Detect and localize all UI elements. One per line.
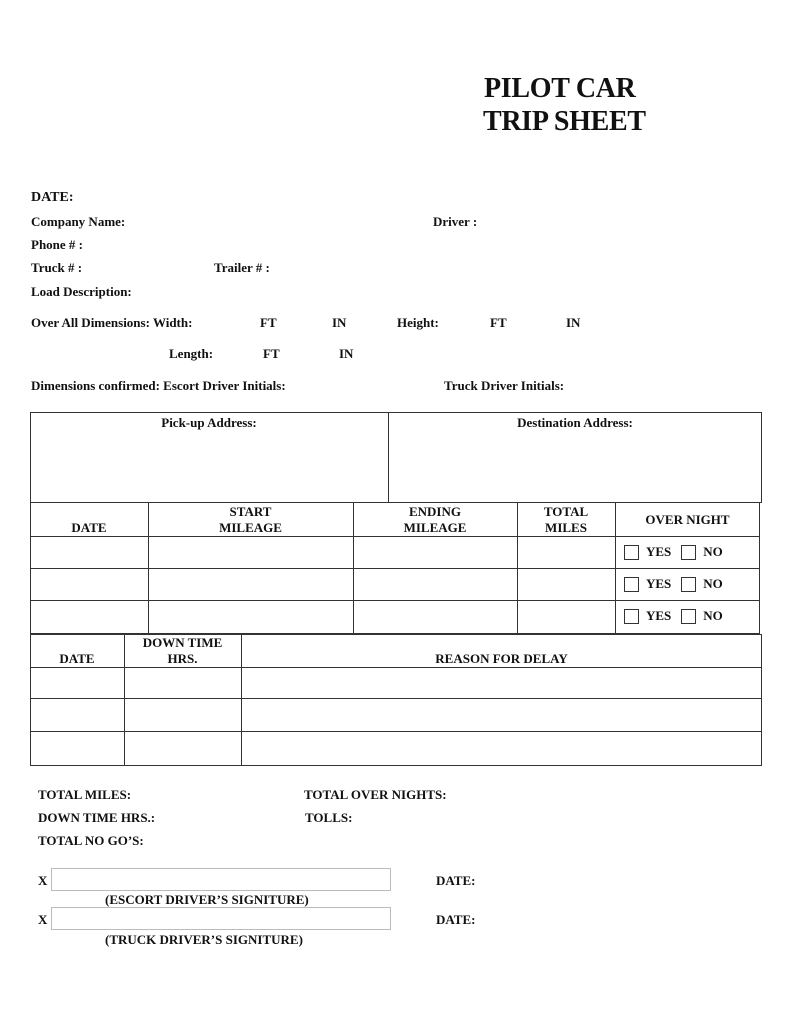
yes-label: YES	[646, 608, 672, 623]
header-end-1: ENDING	[408, 504, 461, 519]
escort-signature-field[interactable]	[51, 868, 391, 891]
row-divider	[30, 667, 762, 668]
row-divider	[30, 600, 760, 601]
no-label: NO	[703, 576, 723, 591]
destination-address-label: Destination Address:	[517, 415, 633, 430]
header-end-2: MILEAGE	[403, 520, 467, 535]
yes-checkbox[interactable]	[624, 609, 639, 624]
width-in-label: IN	[332, 315, 347, 330]
date-label: DATE:	[31, 190, 74, 205]
truck-date-label: DATE:	[436, 912, 476, 927]
x-mark: X	[38, 912, 48, 927]
delay-header-down-2: HRS.	[167, 651, 198, 666]
truck-signature-field[interactable]	[51, 907, 391, 930]
delay-header-date: DATE	[59, 651, 95, 666]
truck-signature-caption: (TRUCK DRIVER’S SIGNITURE)	[105, 932, 303, 947]
row-divider	[30, 698, 762, 699]
header-date: DATE	[71, 520, 107, 535]
length-ft-label: FT	[263, 346, 280, 361]
truck-label: Truck # :	[31, 260, 83, 275]
load-description-label: Load Description:	[31, 284, 132, 299]
no-checkbox[interactable]	[681, 609, 696, 624]
dimensions-width-label: Over All Dimensions: Width:	[31, 315, 193, 330]
header-total-1: TOTAL	[543, 504, 589, 519]
phone-label: Phone # :	[31, 237, 83, 252]
delay-header-down-1: DOWN TIME	[142, 635, 223, 650]
yes-label: YES	[646, 576, 672, 591]
truck-driver-initials-label: Truck Driver Initials:	[444, 378, 565, 393]
no-label: NO	[703, 544, 723, 559]
escort-initials-label: Dimensions confirmed: Escort Driver Initials:	[31, 378, 286, 393]
length-label: Length:	[169, 346, 214, 361]
row-divider	[30, 568, 760, 569]
height-label: Height:	[397, 315, 439, 330]
overnight-row-3	[624, 608, 723, 624]
company-name-label: Company Name:	[31, 214, 126, 229]
overnight-row-2	[624, 576, 723, 592]
yes-label: YES	[646, 544, 672, 559]
header-start-2: MILEAGE	[219, 520, 282, 535]
header-total-2: MILES	[545, 520, 587, 535]
yes-checkbox[interactable]	[624, 577, 639, 592]
row-divider	[30, 731, 762, 732]
tolls-label: TOLLS:	[305, 810, 353, 825]
escort-signature-caption: (ESCORT DRIVER’S SIGNITURE)	[105, 892, 309, 907]
height-ft-label: FT	[490, 315, 507, 330]
pickup-address-label: Pick-up Address:	[161, 415, 257, 430]
down-time-hrs-label: DOWN TIME HRS.:	[38, 810, 156, 825]
total-over-nights-label: TOTAL OVER NIGHTS:	[304, 787, 447, 802]
page-title-line2: TRIP SHEET	[483, 106, 646, 137]
yes-checkbox[interactable]	[624, 545, 639, 560]
header-start-1: START	[229, 504, 272, 519]
no-checkbox[interactable]	[681, 577, 696, 592]
total-miles-label: TOTAL MILES:	[38, 787, 132, 802]
height-in-label: IN	[566, 315, 581, 330]
overnight-row-1	[624, 544, 723, 560]
width-ft-label: FT	[260, 315, 277, 330]
row-divider	[30, 536, 760, 537]
x-mark: X	[38, 873, 48, 888]
trailer-label: Trailer # :	[214, 260, 270, 275]
no-checkbox[interactable]	[681, 545, 696, 560]
page-title-line1: PILOT CAR	[484, 73, 636, 104]
total-no-gos-label: TOTAL NO GO’S:	[38, 833, 144, 848]
delay-header-reason: REASON FOR DELAY	[435, 651, 568, 666]
length-in-label: IN	[339, 346, 354, 361]
pickup-address-field[interactable]	[32, 432, 386, 500]
no-label: NO	[703, 608, 723, 623]
destination-address-field[interactable]	[390, 432, 760, 500]
escort-date-label: DATE:	[436, 873, 476, 888]
driver-label: Driver :	[433, 214, 478, 229]
header-overnight: OVER NIGHT	[645, 512, 730, 527]
